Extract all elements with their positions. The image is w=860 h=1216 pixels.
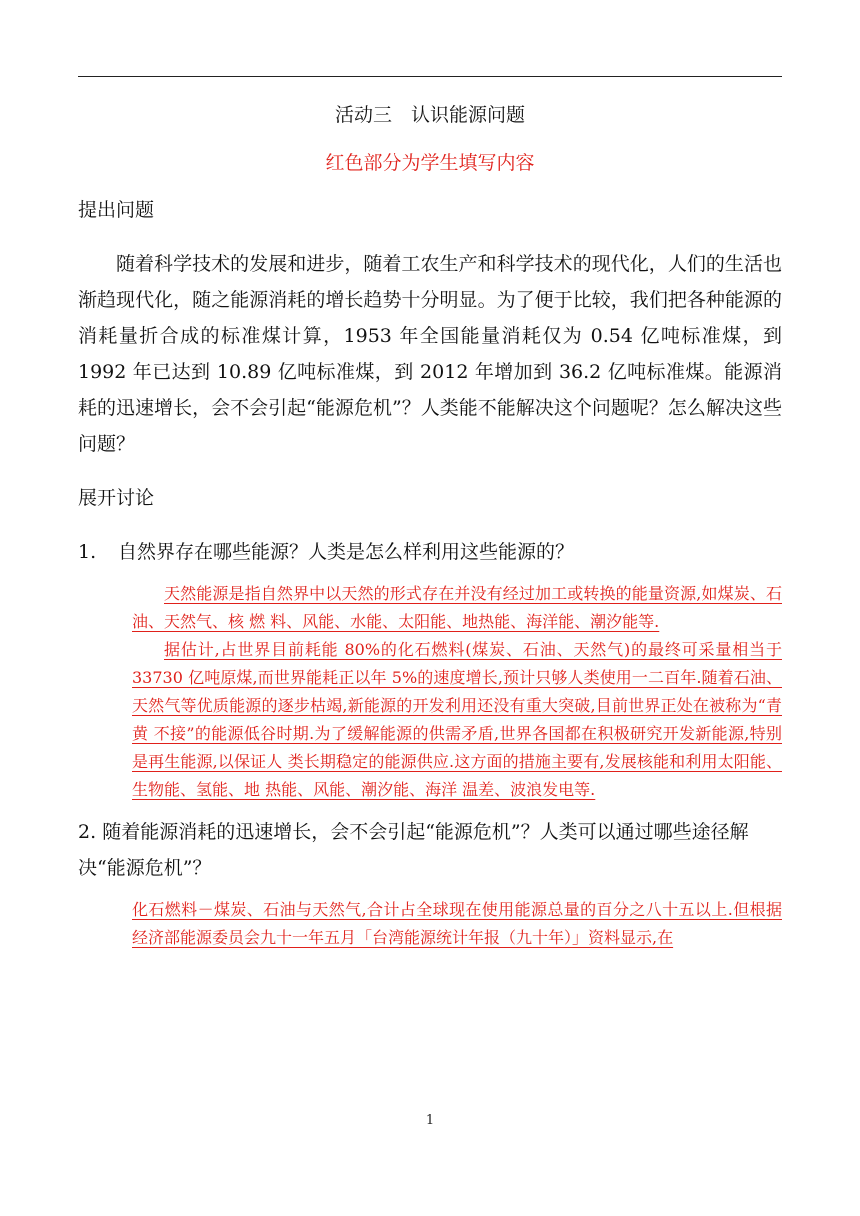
question-2: [78, 814, 782, 886]
question-2-number: 2.: [78, 821, 97, 843]
section-heading-discussion: 展开讨论: [78, 487, 155, 509]
question-1: [78, 534, 782, 570]
section-heading-raise-question: 提出问题: [78, 199, 155, 221]
page-number: 1: [425, 1113, 435, 1128]
document-body: [78, 98, 782, 952]
answer-1: [132, 580, 782, 804]
answer-2: [132, 896, 782, 952]
question-1-text: 自然界存在哪些能源？人类是怎么样利用这些能源的？: [118, 541, 575, 563]
header-rule: [78, 76, 782, 77]
question-2-text: 随着能源消耗的迅速增长，会不会引起“能源危机”？人类可以通过哪些途径解决“能源危机”？: [78, 821, 749, 879]
question-1-number: 1.: [78, 541, 97, 563]
answer-2-paragraph-1: 化石燃料－煤炭、石油与天然气,合计占全球现在使用能源总量的百分之八十五以上.但根据经济部能源委员会九十一年五月「台湾能源统计年报（九十年）」资料显示,在: [132, 900, 782, 947]
answer-1-paragraph-1: 天然能源是指自然界中以天然的形式存在并没有经过加工或转换的能量资源,如煤炭、石油、天然气、核 燃 料、风能、水能、太阳能、地热能、海洋能、潮汐能等.: [132, 584, 782, 631]
answer-1-paragraph-2: 据估计,占世界目前耗能 80%的化石燃料(煤炭、石油、天然气)的最终可采量相当于 33730 亿吨原煤,而世界能耗正以年 5%的速度增长,预计只够人类使用一二百年.随着石油、天然气等优质能源的逐步枯竭,新能源的开发利用还没有重大突破,目前世界正处在被称为“青黄 不接”的能源低谷时期.为了缓解能源的供需矛盾,世界各国都在积极研究开发新能源,特别是再生能源,以保证人 类长期稳定的能源供应.这方面的措施主要有,发展核能和利用太阳能、生物能、氢能、地 热能、风能、潮汐能、海洋 温差、波浪发电等.: [132, 640, 782, 799]
document-title: 活动三 认识能源问题: [334, 104, 525, 126]
document-subtitle: 红色部分为学生填写内容: [325, 152, 535, 174]
intro-paragraph: 随着科学技术的发展和进步，随着工农生产和科学技术的现代化，人们的生活也渐趋现代化，随之能源消耗的增长趋势十分明显。为了便于比较，我们把各种能源的消耗量折合成的标准煤计算，1953 年全国能量消耗仅为 0.54 亿吨标准煤，到 1992 年已达到 10.89 亿吨标准煤，到 2012 年增加到 36.2 亿吨标准煤。能源消耗的迅速增长，会不会引起“能源危机”？人类能不能解决这个问题呢？怎么解决这些问题？: [78, 253, 782, 455]
